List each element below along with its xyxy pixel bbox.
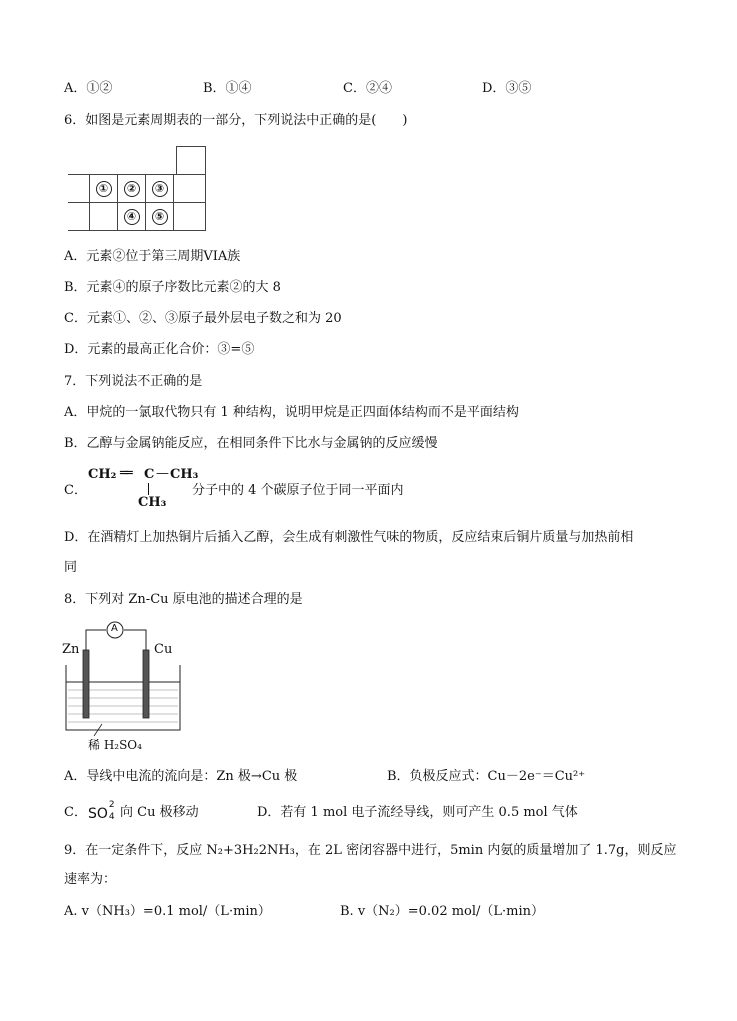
sulfate-charge: 2	[108, 800, 115, 810]
table-cell-r1-1	[89, 174, 118, 203]
ammeter-label: A	[111, 623, 118, 634]
table-cell-r1-3	[145, 174, 174, 203]
table-cell-r1-0	[68, 174, 90, 203]
q9-option-b: B. v（N₂）=0.02 mol/（L·min）	[340, 904, 545, 919]
q6-option-d: D．元素的最高正化合价：③=⑤	[64, 342, 255, 357]
sulfate-so: SO	[88, 806, 108, 822]
sulfate-ion	[88, 800, 116, 823]
element-1: ①	[96, 181, 112, 197]
q7-option-c-text: 分子中的 4 个碳原子位于同一平面内	[192, 483, 404, 498]
table-cell-r1-2	[117, 174, 146, 203]
q9-option-a: A. v（NH₃）=0.1 mol/（L·min）	[64, 904, 271, 919]
table-cell-r2-3	[145, 202, 174, 231]
q6-option-c: C．元素①、②、③原子最外层电子数之和为 20	[64, 311, 342, 326]
structure-vertical-bond	[148, 483, 149, 495]
structure-c: C	[144, 467, 155, 482]
structure-double-bond: ══	[120, 466, 130, 481]
q7-option-d-line1: D．在酒精灯上加热铜片后插入乙醇，会生成有刺激性气味的物质，反应结束后铜片质量与加热前相	[64, 530, 634, 545]
q8-option-a: A．导线中电流的流向是：Zn 极→Cu 极	[64, 769, 298, 784]
table-cell-r2-0	[68, 202, 90, 231]
q8-option-d: D．若有 1 mol 电子流经导线，则可产生 0.5 mol 气体	[257, 805, 578, 820]
q8-option-b: B．负极反应式：Cu－2e⁻＝Cu²⁺	[387, 769, 586, 784]
q5-option-d: D．③⑤	[482, 81, 532, 96]
table-cell-r2-2	[117, 202, 146, 231]
structure-single-bond: —	[156, 466, 169, 481]
q9-stem-line2: 速率为：	[64, 872, 117, 887]
propene-structure	[88, 467, 198, 511]
q5-option-a: A．①②	[64, 81, 113, 96]
q5-option-b: B．①④	[203, 81, 252, 96]
zn-label: Zn	[62, 642, 80, 657]
q8-option-c-text: 向 Cu 极移动	[120, 805, 199, 820]
table-cell-r2-1	[89, 202, 118, 231]
q6-option-b: B．元素④的原子序数比元素②的大 8	[64, 280, 281, 295]
q5-option-c: C．②④	[343, 81, 392, 96]
q7-stem: 7．下列说法不正确的是	[64, 374, 203, 389]
element-2: ②	[124, 181, 140, 197]
sulfate-scripts	[108, 800, 116, 822]
q7-option-a: A．甲烷的一氯取代物只有 1 种结构，说明甲烷是正四面体结构而不是平面结构	[64, 405, 519, 420]
sulfate-subscript: 4	[108, 812, 115, 822]
element-3: ③	[152, 181, 168, 197]
q6-stem: 6．如图是元素周期表的一部分，下列说法中正确的是( )	[64, 113, 408, 128]
q8-option-c-prefix: C．	[64, 805, 87, 820]
element-5: ⑤	[152, 209, 168, 225]
table-cell-r1-4	[173, 174, 206, 203]
table-cell-top	[176, 146, 206, 175]
structure-ch3-right: CH₃	[170, 467, 199, 482]
q7-option-b: B．乙醇与金属钠能反应，在相同条件下比水与金属钠的反应缓慢	[64, 436, 438, 451]
table-cell-r2-4	[173, 202, 206, 231]
structure-ch3-bottom: CH₃	[138, 495, 167, 510]
periodic-table-fragment	[68, 146, 218, 231]
q7-option-c-prefix: C．	[64, 483, 87, 498]
galvanic-cell-diagram	[62, 620, 190, 760]
cu-label: Cu	[154, 642, 173, 657]
structure-ch2: CH₂	[88, 467, 117, 482]
q7-option-d-line2: 同	[64, 560, 78, 575]
q9-stem-line1: 9．在一定条件下，反应 N₂+3H₂2NH₃，在 2L 密闭容器中进行，5min 内氨的质量增加了 1.7g，则反应	[64, 843, 677, 858]
element-4: ④	[124, 209, 140, 225]
solution-label: 稀 H₂SO₄	[88, 738, 142, 752]
q6-option-a: A．元素②位于第三周期ⅤIA族	[64, 249, 241, 264]
q8-stem: 8．下列对 Zn-Cu 原电池的描述合理的是	[64, 592, 303, 607]
